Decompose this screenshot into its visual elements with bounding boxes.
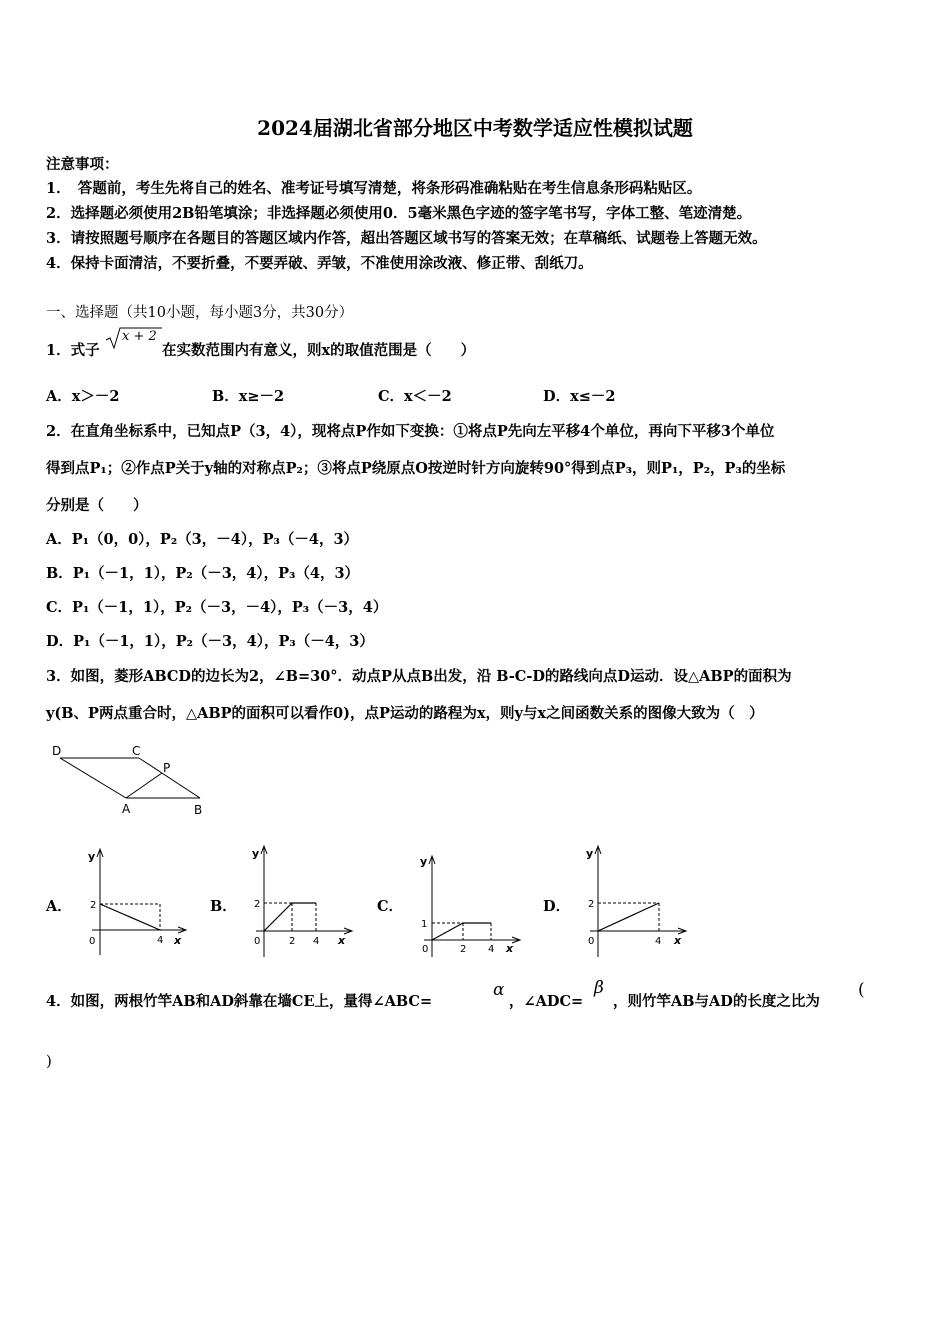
graph-b-rise [264,903,292,931]
graph-a [86,843,192,958]
q2-option-c: C．P₁（－1，1），P₂（－3，－4），P₃（－3，4） [46,599,388,616]
q2-line-1: 2．在直角坐标系中，已知点P（3，4），现将点P作如下变换：①将点P先向左平移4个单位，再向下平移3个单位 [46,423,775,440]
q3-option-c: C． [377,898,404,915]
graph-a-line [100,904,160,930]
page-title: 2024届湖北省部分地区中考数学适应性模拟试题 [257,116,693,140]
label-b: B [194,803,203,817]
q1-option-c: C．x＜－2 [378,388,452,405]
notice-item-4: 4．保持卡面清洁，不要折叠，不要弄破、弄皱，不准使用涂改液、修正带、刮纸刀。 [46,255,593,272]
notice-item-1: 1． 答题前，考生先将自己的姓名、准考证号填写清楚，将条形码准确粘贴在考生信息条形码粘贴区。 [46,180,702,197]
graph-d-ytick: 2 [588,899,595,910]
q1-option-b: B．x≥－2 [212,388,285,405]
graph-c-x-label: x [506,942,514,955]
notice-item-2: 2．选择题必须使用2B铅笔填涂；非选择题必须使用0．5毫米黑色字迹的签字笔书写，字体工整、笔迹清楚。 [46,205,752,222]
q2-line-2: 得到点P₁；②作点P关于y轴的对称点P₂；③将点P绕原点O按逆时针方向旋转90°得到点P₃，则P₁，P₂，P₃的坐标 [46,460,786,477]
label-d: D [52,744,62,758]
graph-a-ytick: 2 [90,900,97,911]
graph-b-origin: 0 [254,936,261,947]
graph-d-y-label: y [586,847,594,860]
q4-open-paren: ( [858,980,865,1000]
graph-d-line [598,903,659,931]
graph-b-x-label: x [338,934,346,947]
graph-c-ytick: 1 [421,919,428,930]
q4-text-b: ，∠ADC= [509,993,584,1010]
q3-line-2: y(B、P两点重合时，△ABP的面积可以看作0)，点P运动的路程为x，则y与x之间函数关系的图像大致为（ ） [46,705,764,722]
q1-option-a: A．x＞－2 [46,388,120,405]
graph-c-y-label: y [420,855,428,868]
label-p: P [163,761,171,775]
q3-option-a: A． [46,898,72,915]
notice-item-3: 3．请按照题号顺序在各题目的答题区域内作答，超出答题区域书写的答案无效；在草稿纸、试题卷上答题无效。 [46,230,767,247]
label-a: A [122,802,131,816]
q2-option-d: D．P₁（－1，1），P₂（－3，4），P₃（－4，3） [46,633,374,650]
edge-da [60,758,126,798]
q1-suffix: 在实数范围内有意义，则x的取值范围是（ ） [162,342,476,359]
q1-option-d: D．x≤－2 [543,388,616,405]
q1-prefix: 1．式子 [46,342,100,359]
rhombus-figure [44,738,216,822]
q4-text-a: 4．如图，两根竹竿AB和AD斜靠在墙CE上，量得∠ABC= [46,993,433,1010]
graph-c [418,848,524,960]
graph-b-xtick-2: 4 [313,936,320,947]
graph-d-origin: 0 [588,936,595,947]
q3-option-d: D． [543,898,571,915]
q4-beta: β [594,978,604,998]
q3-line-1: 3．如图，菱形ABCD的边长为2，∠B=30°．动点P从点B出发，沿 B-C-D的路线向点D运动．设△ABP的面积为 [46,668,792,685]
graph-c-xtick-2: 4 [488,944,495,955]
q4-alpha: α [493,980,505,1000]
graph-c-rise [432,923,463,940]
graph-c-xtick-1: 2 [460,944,467,955]
graph-a-x-label: x [174,934,182,947]
q3-option-b: B． [210,898,237,915]
graph-a-y-label: y [88,850,96,863]
segment-ap [126,773,162,798]
graph-a-xtick: 4 [157,935,164,946]
graph-b [250,840,356,960]
graph-b-ytick: 2 [254,899,261,910]
q4-close-paren: ) [46,1052,52,1070]
q2-option-b: B．P₁（－1，1），P₂（－3，4），P₃（4，3） [46,565,360,582]
graph-c-origin: 0 [422,944,429,955]
q1-radicand: x + 2 [122,329,157,344]
label-c: C [132,744,141,758]
q2-line-3: 分别是（ ） [46,497,148,514]
notice-heading: 注意事项： [46,156,119,173]
graph-b-y-label: y [252,847,260,860]
q4-text-c: ，则竹竿AB与AD的长度之比为 [613,993,820,1010]
graph-b-xtick-1: 2 [289,936,296,947]
graph-a-origin: 0 [89,936,96,947]
graph-d-xtick: 4 [655,936,662,947]
section-heading: 一、选择题（共10小题，每小题3分，共30分） [46,305,354,321]
graph-d-x-label: x [674,934,682,947]
graph-d [584,840,690,960]
q2-option-a: A．P₁（0，0），P₂（3，－4），P₃（－4，3） [46,531,359,548]
